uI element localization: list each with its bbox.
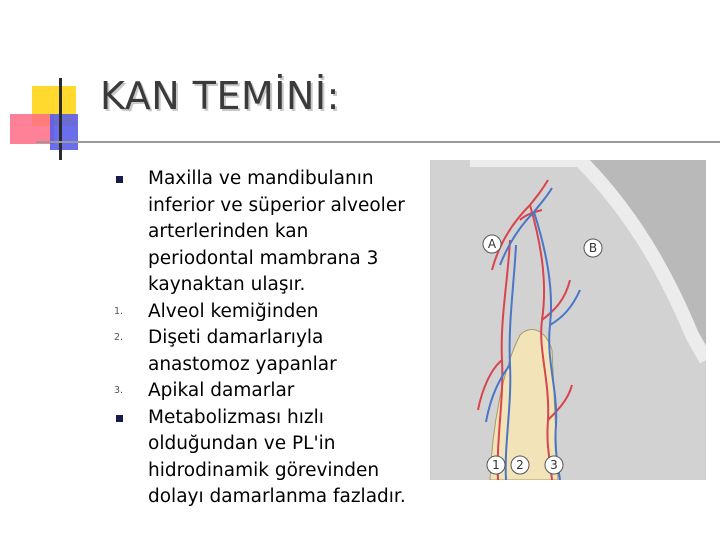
bullet-text: Apikal damarlar <box>148 380 295 401</box>
slide-title: KAN TEMİNİ: <box>100 74 340 118</box>
label-1: 1 <box>492 458 500 472</box>
bullet-list <box>0 166 420 511</box>
numbered-item <box>0 325 408 378</box>
label-b: B <box>588 241 598 255</box>
bullet-item <box>0 405 408 511</box>
bullet-text: Maxilla ve mandibulanın inferior ve süperior alveoler arterlerinden kan periodontal mambrana 3 kaynaktan ulaşır. <box>148 168 405 295</box>
number-marker: 3. <box>114 385 124 396</box>
number-marker: 1. <box>114 305 124 317</box>
number-marker: 2. <box>114 332 124 343</box>
numbered-item <box>0 378 408 405</box>
periodontal-blood-supply-illustration <box>430 160 706 480</box>
title-divider <box>36 141 720 143</box>
decor-vertical-line <box>59 78 62 160</box>
label-2: 2 <box>516 458 524 472</box>
bullet-item <box>0 166 408 299</box>
label-3: 3 <box>550 458 558 472</box>
decor-blue-square <box>50 114 78 150</box>
numbered-item <box>0 299 408 326</box>
decor-red-square <box>10 114 54 144</box>
bullet-text: Dişeti damarlarıyla anastomoz yapanlar <box>148 327 337 375</box>
bullet-text: Alveol kemiğinden <box>148 300 319 322</box>
bullet-text: Metabolizması hızlı olduğundan ve PL'in hidrodinamik görevinden dolayı damarlanma fazladır. <box>148 406 406 507</box>
label-a: A <box>487 237 497 251</box>
